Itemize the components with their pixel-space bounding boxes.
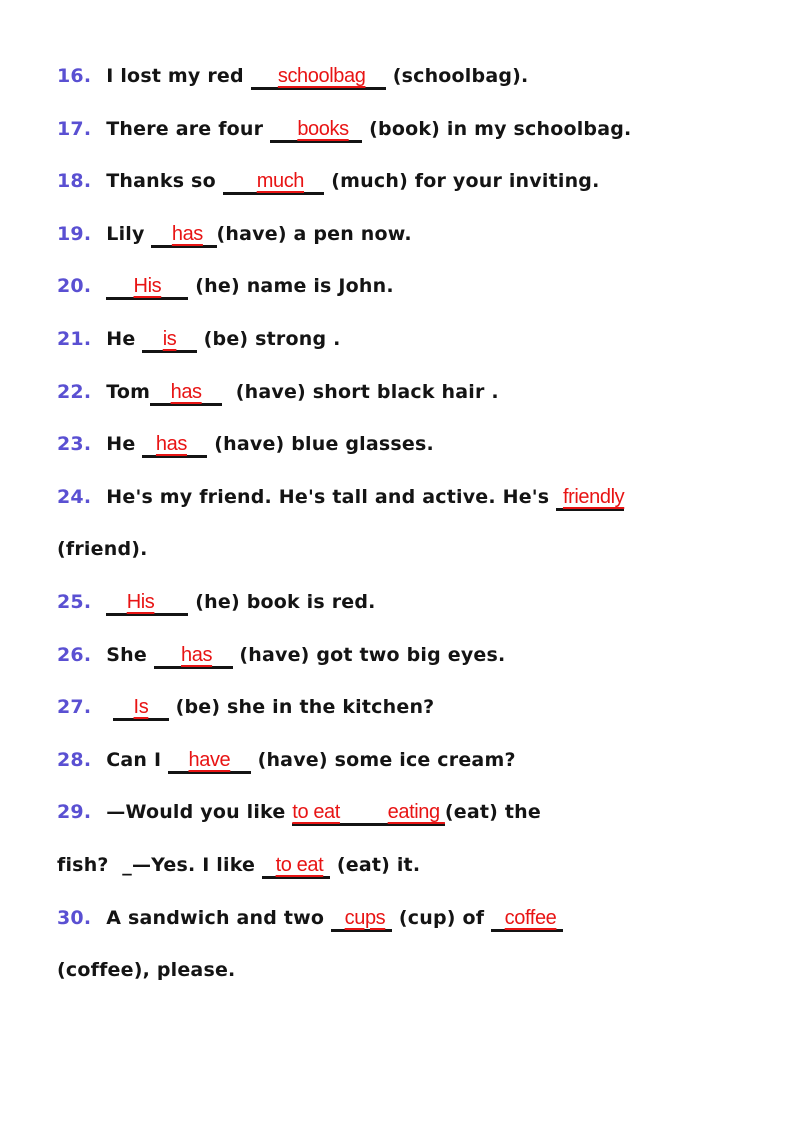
item-text: fish? _—Yes. I like [57,853,262,876]
blank-padding [251,65,278,87]
blank-padding [365,65,385,87]
blank-padding [203,223,217,245]
blank-padding [187,433,207,455]
answer-blank [151,223,216,248]
item-text: He's my friend. He's tall and active. He's [106,485,557,508]
item-text: Lily [106,222,152,245]
item-number: 30. [57,906,92,929]
item-number: 23. [57,433,92,456]
blank-padding [223,170,257,192]
item-number: 28. [57,748,92,771]
answer-text: is [162,327,177,350]
item-line [57,786,757,839]
item-number: 25. [57,590,92,613]
exercise-item [57,786,757,891]
exercise-item [57,418,757,471]
item-text: (book) in my schoolbag. [362,117,632,140]
item-text: Thanks so [106,170,223,193]
item-text: (he) book is red. [188,590,376,613]
answer-blank [150,381,222,406]
item-text: (be) strong . [196,327,341,350]
answer-text: schoolbag [277,65,366,87]
blank-padding [142,328,162,350]
answer-blank [262,854,330,879]
item-text: (cup) of [392,906,492,929]
exercise-item [57,155,757,208]
answer-blank [106,591,188,616]
item-text: (have) short black hair . [222,380,499,403]
item-number: 20. [57,275,92,298]
blank-padding [168,749,188,771]
exercise-item [57,50,757,103]
item-number: 18. [57,170,92,193]
blank-padding [142,433,156,455]
item-text: —Would you like [106,801,293,824]
answer-text: His [133,275,162,298]
worksheet [57,50,757,997]
item-text: (he) name is John. [188,275,394,298]
exercise-item [57,629,757,682]
item-number: 22. [57,380,92,403]
answer-blank [113,696,169,721]
item-text: She [106,643,154,666]
blank-padding [106,591,126,613]
item-line [57,418,757,471]
item-number: 29. [57,801,92,824]
blank-padding [340,801,388,823]
answer-blank [331,907,392,932]
answer-blank [556,486,624,511]
item-text: There are four [106,117,271,140]
answer-blank [292,801,445,826]
item-text: (much) for your inviting. [324,170,600,193]
answer-text: to eat [275,853,324,876]
blank-padding [331,907,345,929]
item-text: Can I [106,748,169,771]
answer-blank [223,170,325,195]
item-line [57,629,757,682]
exercise-item [57,734,757,787]
item-line [57,103,757,156]
item-line [57,260,757,313]
item-line [57,155,757,208]
item-line [57,366,757,419]
item-line [57,681,757,734]
answer-blank [491,907,563,932]
item-line [57,471,757,524]
answer-text: Is [133,696,149,719]
blank-padding [349,118,363,140]
item-text: (friend). [57,538,148,561]
exercise-item [57,681,757,734]
exercise-item [57,260,757,313]
blank-padding [106,275,133,297]
answer-text: books [297,117,349,140]
item-number: 17. [57,117,92,140]
blank-padding [176,328,196,350]
exercise-item [57,103,757,156]
exercise-item [57,366,757,419]
blank-padding [154,644,181,666]
exercise-item [57,892,757,997]
blank-padding [202,381,222,403]
blank-padding [230,749,250,771]
item-text: I lost my red [106,65,251,87]
item-text: He [106,433,143,456]
item-text: He [106,327,143,350]
item-line [57,944,757,997]
item-text: (have) got two big eyes. [232,643,506,666]
answer-text: to eat [292,801,340,824]
item-text: Tom [106,380,151,403]
answer-text: friendly [562,485,625,508]
item-text: (coffee), please. [57,959,236,982]
answer-blank [168,749,251,774]
exercise-item [57,208,757,261]
answer-text: coffee [504,906,557,929]
blank-padding [148,696,168,718]
item-line [57,892,757,945]
answer-text: eating [387,801,445,824]
blank-padding [151,223,171,245]
blank-padding [150,381,170,403]
item-text: (schoolbag). [385,65,529,87]
answer-text: has [170,380,202,403]
item-line [57,576,757,629]
item-number: 16. [57,65,92,87]
blank-padding [212,644,232,666]
answer-text: His [126,590,155,613]
answer-blank [251,65,386,90]
item-text: (have) some ice cream? [250,748,516,771]
exercise-item [57,313,757,366]
answer-blank [154,644,233,669]
blank-padding [154,591,188,613]
exercise-item [57,576,757,629]
answer-blank [142,328,197,353]
answer-text: have [188,748,231,771]
item-text: (be) she in the kitchen? [168,696,435,719]
item-number: 27. [57,696,92,719]
exercise-item [57,471,757,576]
answer-blank [270,118,362,143]
answer-blank [106,275,188,300]
item-line [57,313,757,366]
answer-text: has [171,222,203,245]
blank-padding [304,170,324,192]
blank-padding [270,118,297,140]
item-number: 19. [57,222,92,245]
answer-text: cups [344,906,386,929]
item-text: A sandwich and two [106,906,331,929]
item-line [57,839,757,892]
item-text: (have) a pen now. [216,222,412,245]
item-line [57,523,757,576]
item-line [57,734,757,787]
item-line [57,208,757,261]
item-text: (have) blue glasses. [207,433,434,456]
item-text: (eat) it. [330,853,421,876]
answer-blank [142,433,207,458]
item-number: 26. [57,643,92,666]
item-number: 24. [57,485,92,508]
item-text: (eat) the [444,801,541,824]
item-number: 21. [57,327,92,350]
answer-text: has [181,643,213,666]
blank-padding [491,907,505,929]
blank-padding [556,907,563,929]
blank-padding [556,486,563,508]
answer-text: has [155,433,187,456]
item-line [57,50,757,103]
blank-padding [262,854,276,876]
answer-text: much [256,170,305,193]
blank-padding [113,696,133,718]
blank-padding [161,275,188,297]
